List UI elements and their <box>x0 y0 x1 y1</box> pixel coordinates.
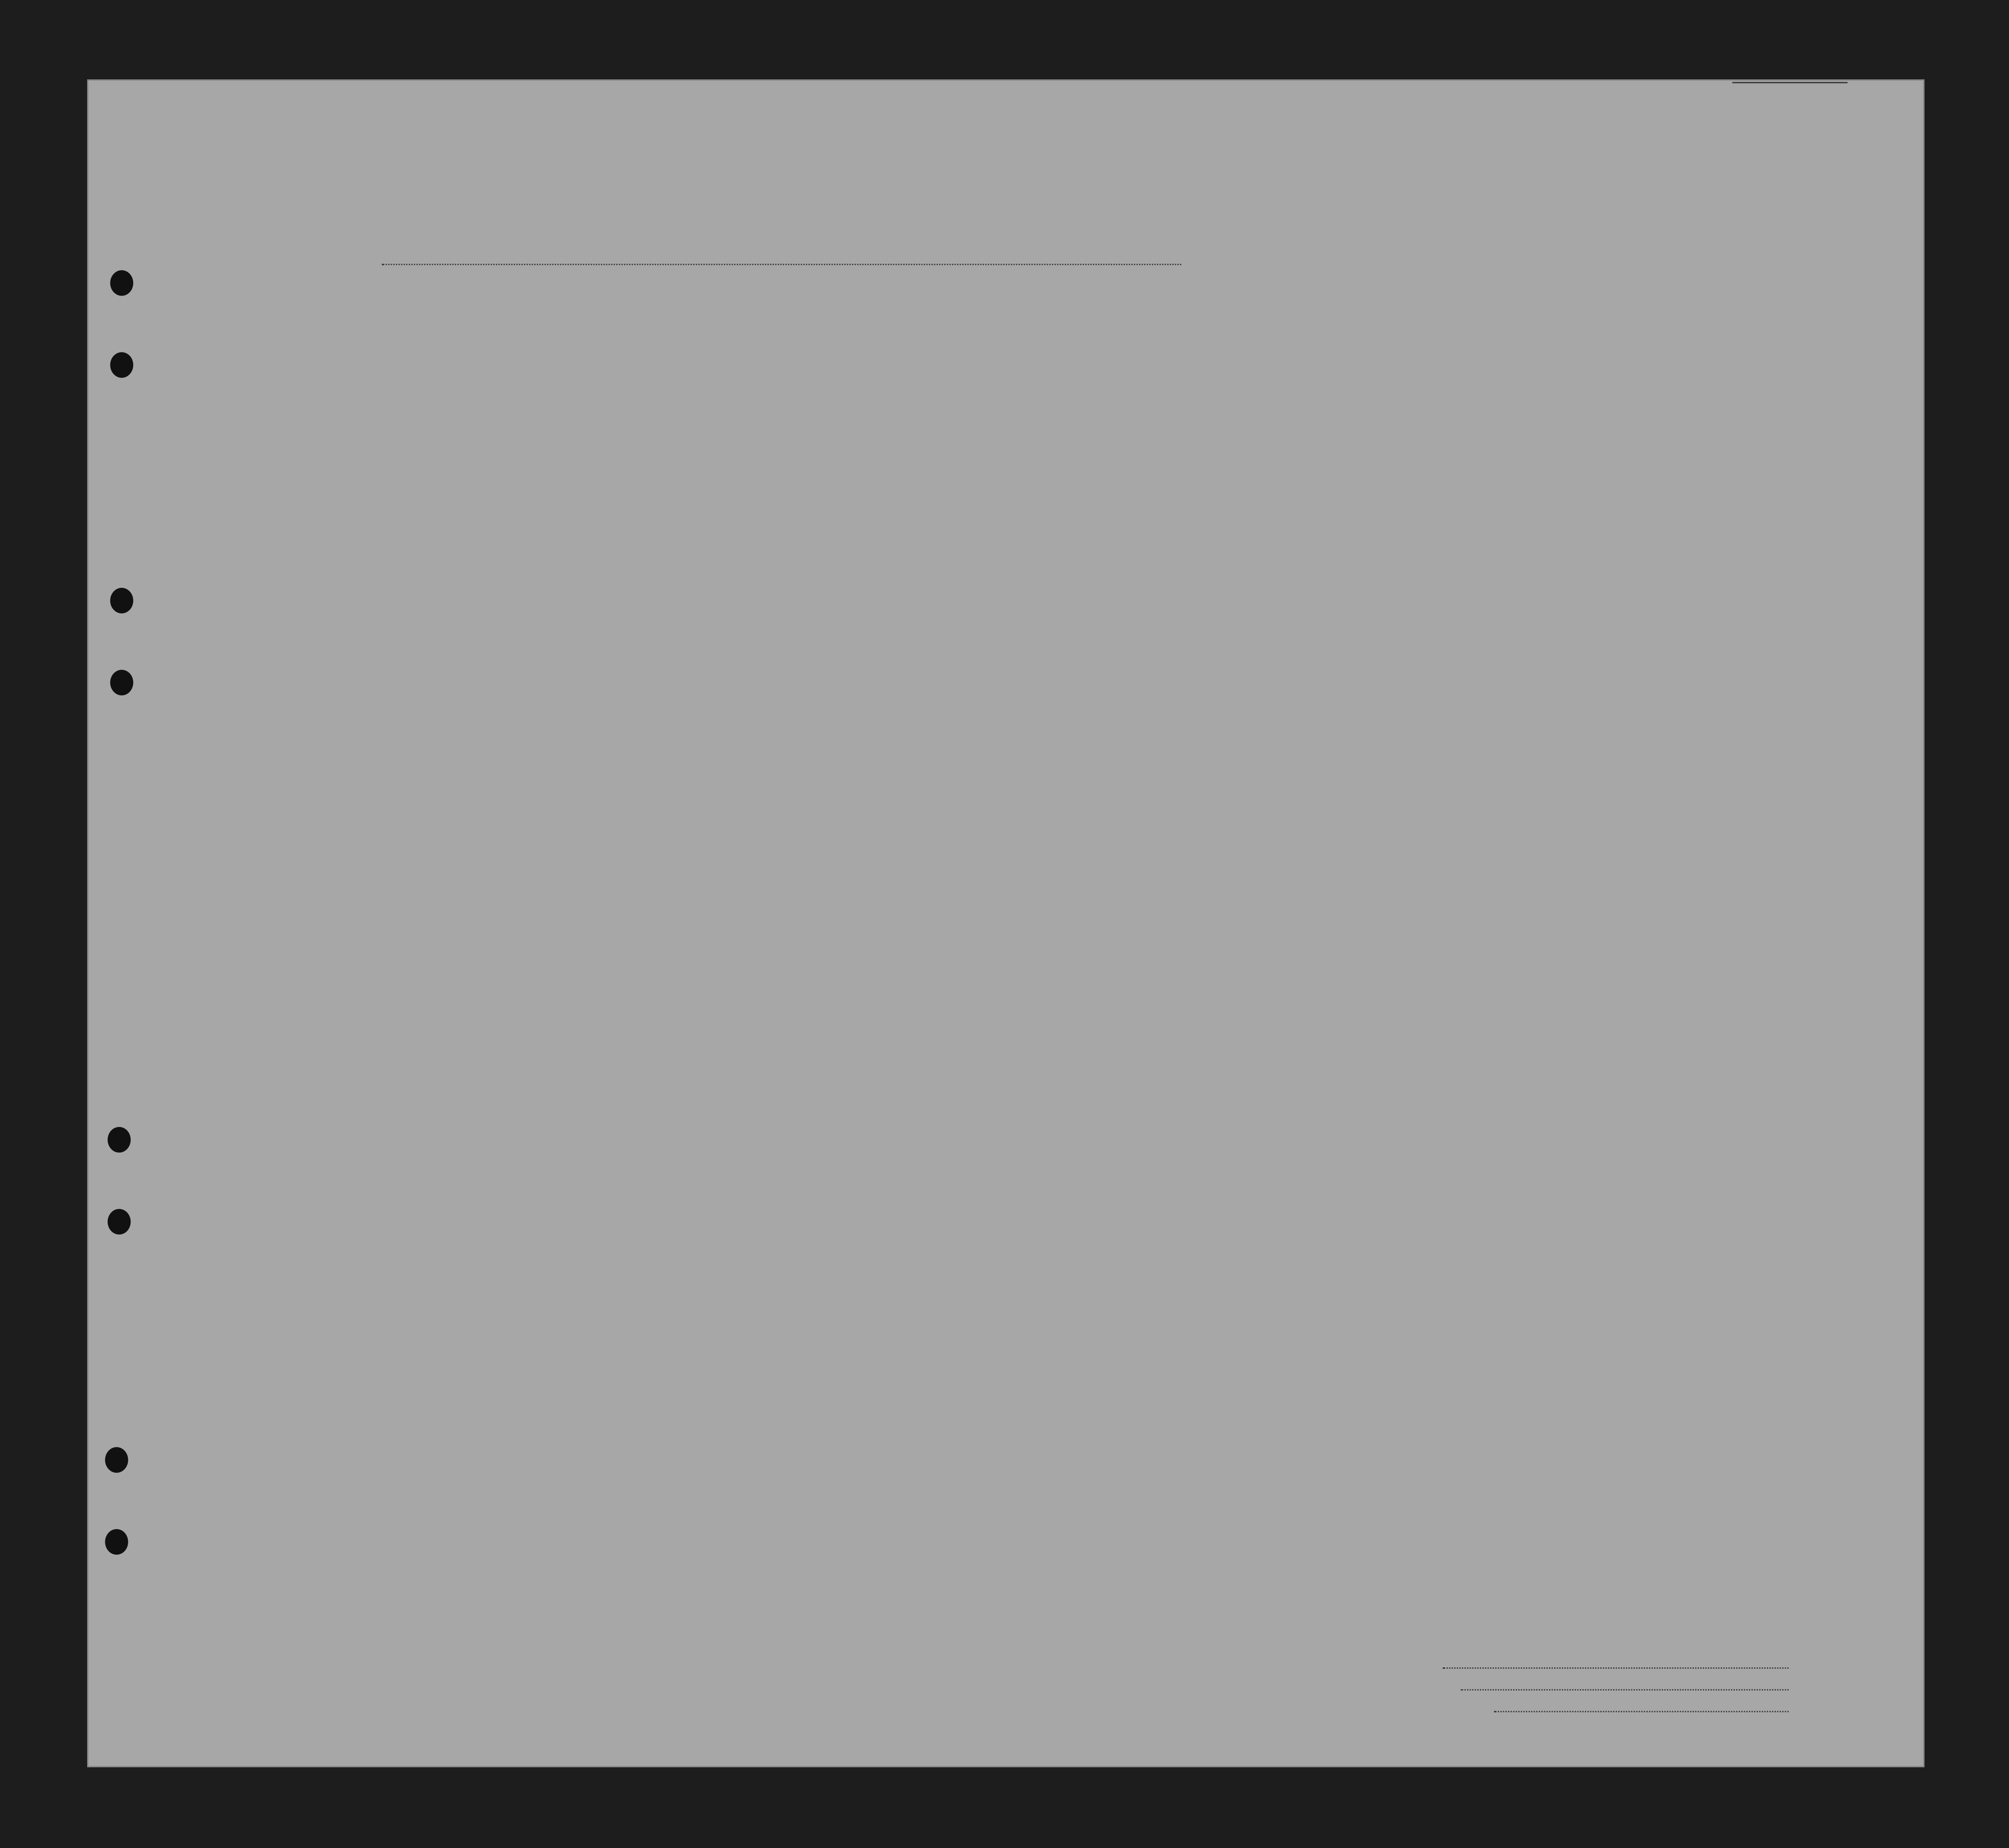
header-question-30 <box>1440 330 1458 448</box>
header-question-29 <box>1402 330 1435 448</box>
header-question-31 <box>1463 330 1481 448</box>
header-purpose-return <box>1155 353 1189 448</box>
owners-field <box>1461 1689 1789 1691</box>
header-question-28 <box>1348 330 1394 448</box>
header-fifty-dollars <box>720 330 743 448</box>
header-purpose-length <box>1192 353 1222 448</box>
header-purpose-citizen <box>1228 353 1256 448</box>
header-ticket <box>602 328 625 448</box>
local-agents-field <box>1494 1711 1789 1712</box>
line-field <box>1443 1667 1789 1669</box>
header-prison <box>1261 330 1297 448</box>
